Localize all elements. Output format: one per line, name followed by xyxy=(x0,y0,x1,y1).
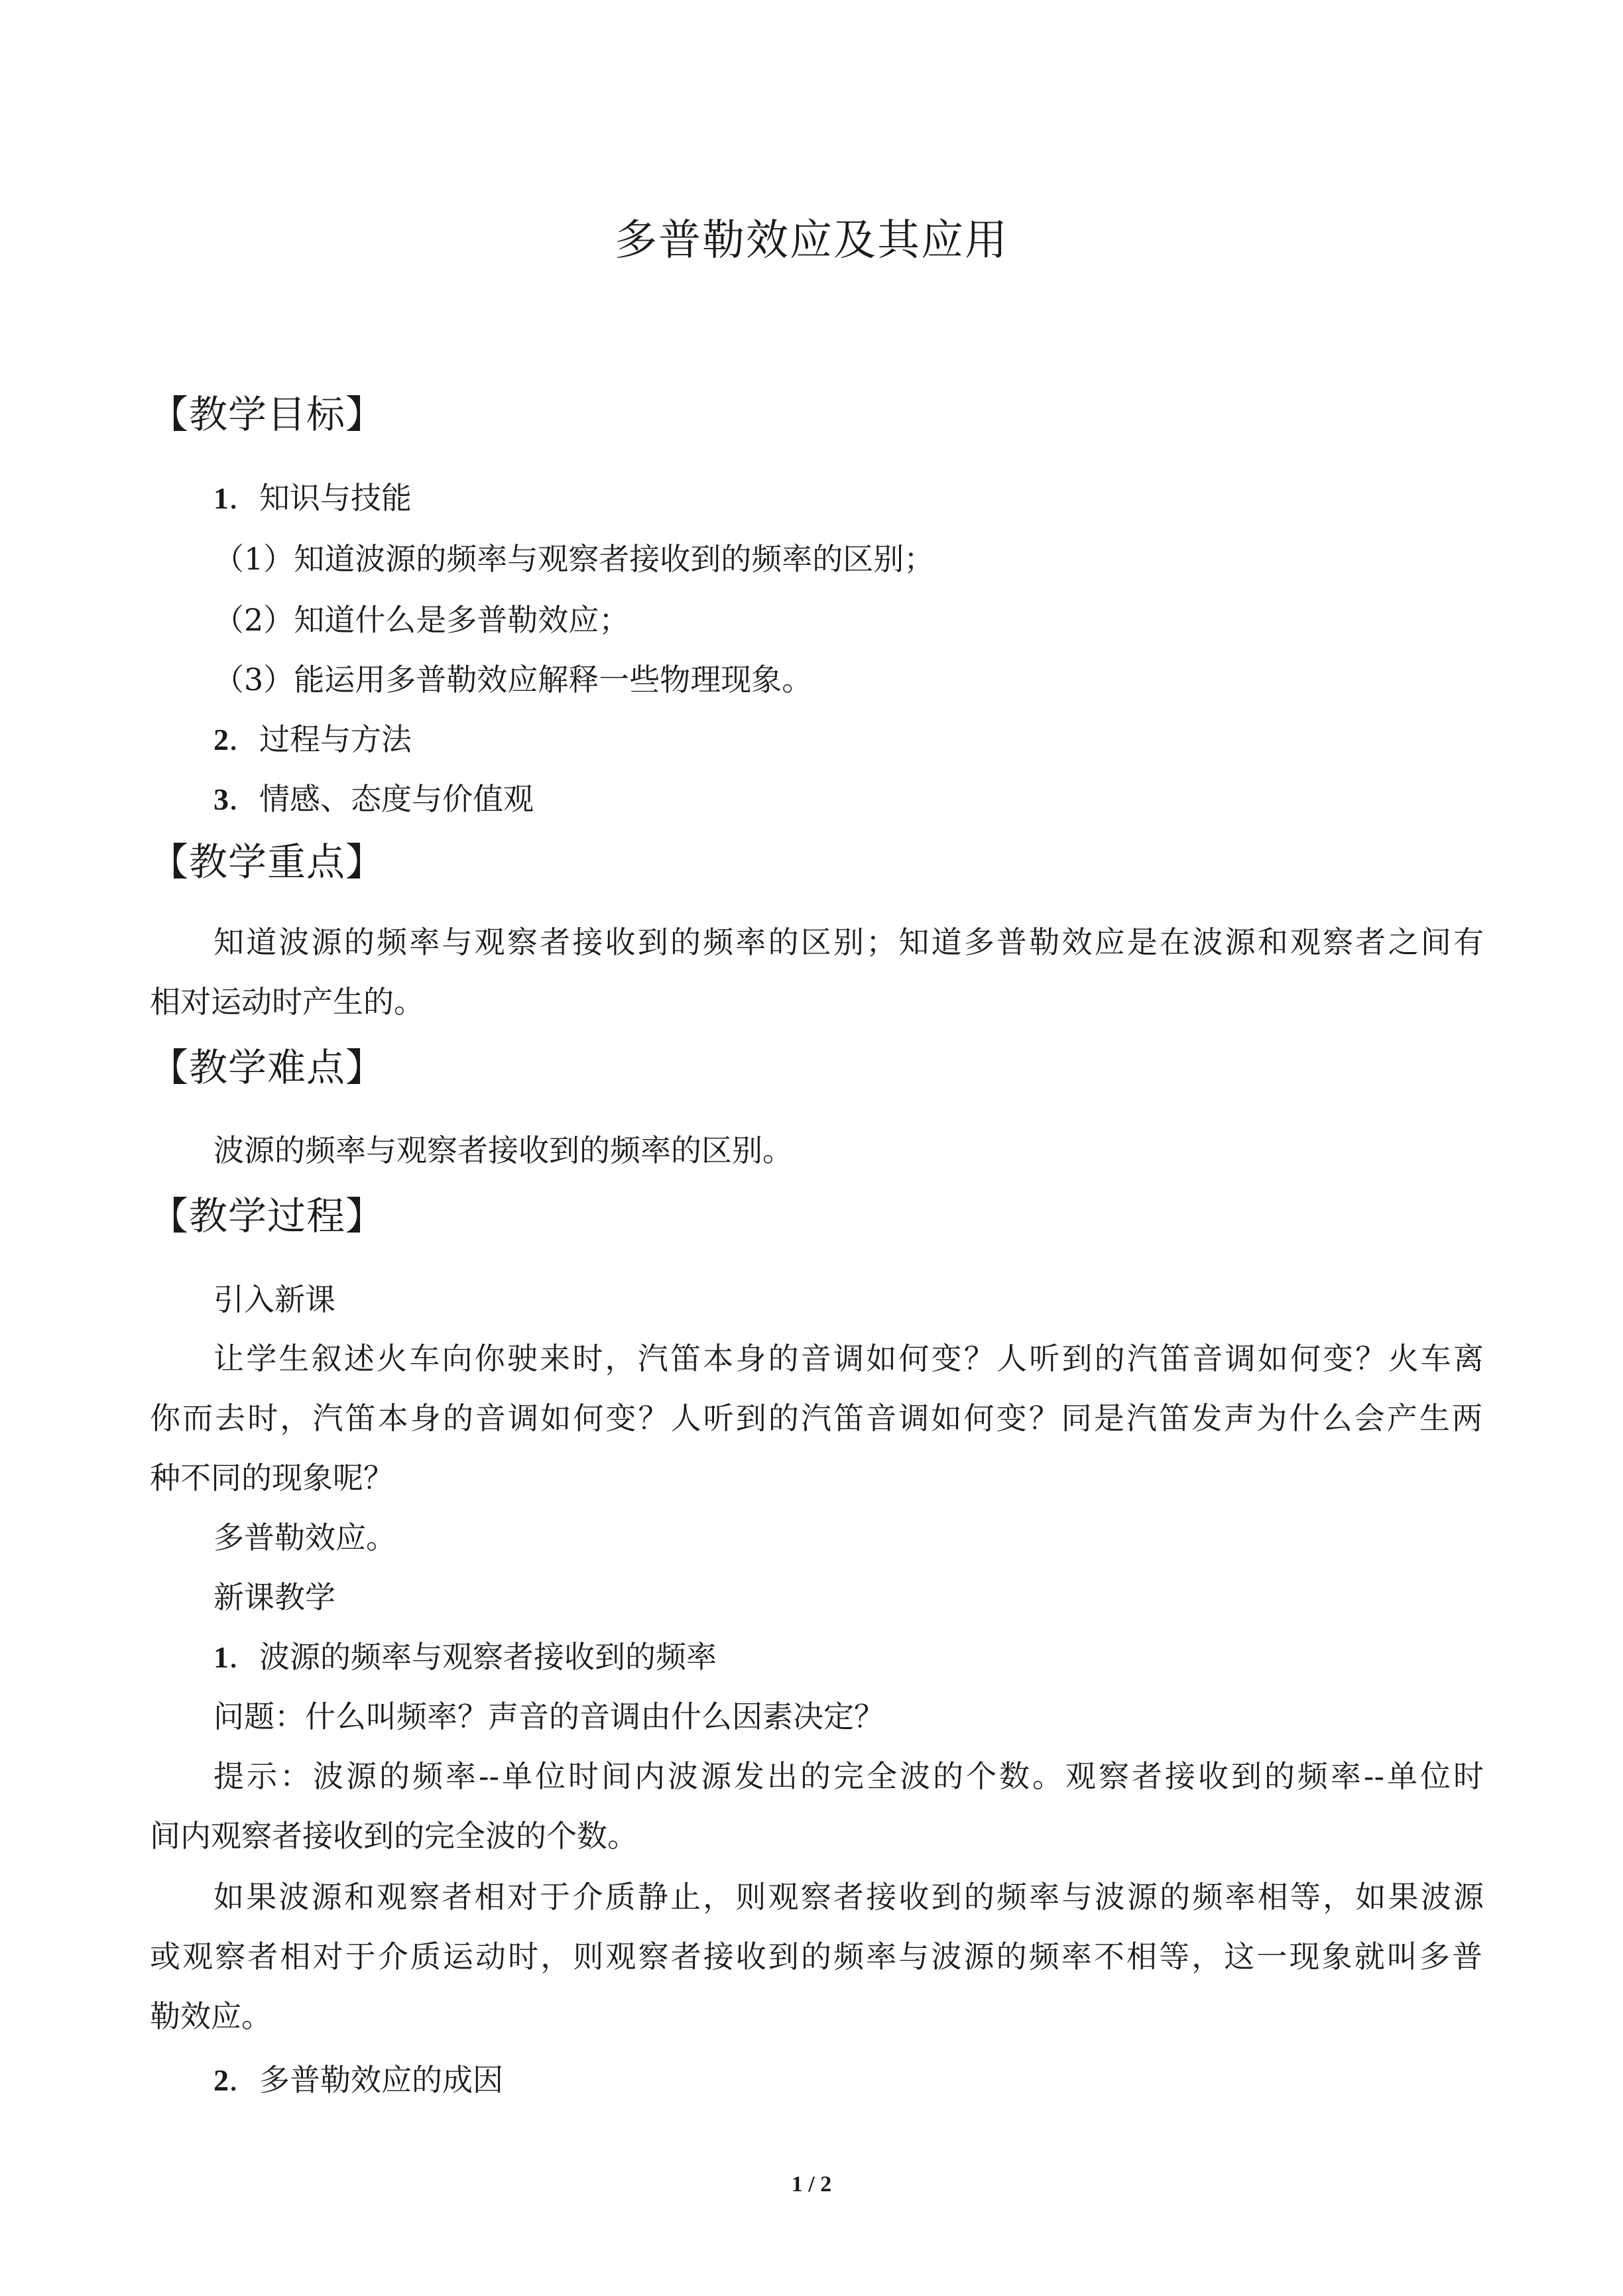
intro-line-1: 让学生叙述火车向你驶来时，汽笛本身的音调如何变？人听到的汽笛音调如何变？火车离 xyxy=(213,1341,1484,1376)
hint-line-1: 提示：波源的频率--单位时间内波源发出的完全波的个数。观察者接收到的频率--单位时 xyxy=(213,1758,1484,1794)
question-text: 问题：什么叫频率？声音的音调由什么因素决定？ xyxy=(213,1699,884,1734)
goal-item-3-number: 3 xyxy=(213,782,229,816)
answer-text: 多普勒效应。 xyxy=(213,1520,396,1555)
goal-item-2 xyxy=(213,716,412,763)
intro-line-3: 种不同的现象呢？ xyxy=(150,1460,394,1496)
intro-label: 引入新课 xyxy=(213,1282,335,1317)
goal-sub-3: （3）能运用多普勒效应解释一些物理现象。 xyxy=(213,662,813,697)
heading-teaching-goals: 【教学目标】 xyxy=(150,392,385,437)
goal-item-3 xyxy=(213,776,534,823)
goal-sub-1: （1）知道波源的频率与观察者接收到的频率的区别； xyxy=(213,541,935,577)
process-item-2-text: ．多普勒效应的成因 xyxy=(229,2062,503,2098)
process-item-2 xyxy=(213,2057,503,2104)
goal-item-2-number: 2 xyxy=(213,723,229,756)
goal-item-1-number: 1 xyxy=(213,481,229,515)
goal-item-3-text: ．情感、态度与价值观 xyxy=(229,781,534,817)
heading-difficulties: 【教学难点】 xyxy=(150,1045,385,1090)
definition-line-1: 如果波源和观察者相对于介质静止，则观察者接收到的频率与波源的频率相等，如果波源 xyxy=(213,1879,1484,1915)
goal-item-1 xyxy=(213,475,412,522)
hint-line-2: 间内观察者接收到的完全波的个数。 xyxy=(150,1818,638,1854)
goal-item-2-text: ．过程与方法 xyxy=(229,721,412,757)
process-item-1-text: ．波源的频率与观察者接收到的频率 xyxy=(229,1639,717,1675)
process-item-2-number: 2 xyxy=(213,2063,229,2097)
key-points-line-2: 相对运动时产生的。 xyxy=(150,984,424,1020)
intro-line-2: 你而去时，汽笛本身的音调如何变？人听到的汽笛音调如何变？同是汽笛发声为什么会产生两 xyxy=(150,1400,1482,1436)
difficulties-text: 波源的频率与观察者接收到的频率的区别。 xyxy=(213,1132,793,1168)
document-title: 多普勒效应及其应用 xyxy=(615,216,1008,265)
new-lesson-label: 新课教学 xyxy=(213,1579,335,1615)
goal-item-1-text: ．知识与技能 xyxy=(229,480,412,516)
definition-line-3: 勒效应。 xyxy=(150,1998,272,2034)
goal-sub-2: （2）知道什么是多普勒效应； xyxy=(213,602,630,638)
process-item-1 xyxy=(213,1634,717,1681)
heading-teaching-process: 【教学过程】 xyxy=(150,1193,385,1239)
page-number: 1 / 2 xyxy=(791,2172,832,2197)
key-points-line-1: 知道波源的频率与观察者接收到的频率的区别；知道多普勒效应是在波源和观察者之间有 xyxy=(213,924,1484,960)
process-item-1-number: 1 xyxy=(213,1640,229,1674)
heading-key-points: 【教学重点】 xyxy=(150,839,385,884)
definition-line-2: 或观察者相对于介质运动时，则观察者接收到的频率与波源的频率不相等，这一现象就叫多普 xyxy=(150,1939,1482,1974)
